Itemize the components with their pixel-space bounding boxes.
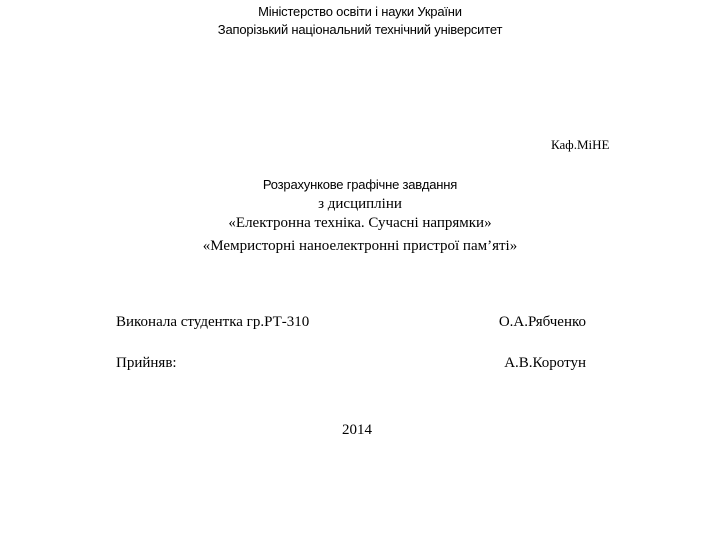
performed-by-row: [116, 314, 586, 334]
department-label: Каф.МіНЕ: [551, 137, 610, 152]
accepted-by-label: Прийняв:: [116, 355, 177, 371]
performed-by-name: О.А.Рябченко: [498, 314, 586, 330]
accepted-by-name: А.В.Коротун: [504, 355, 586, 371]
year-label: 2014: [342, 422, 372, 438]
performed-by-label: Виконала студентка гр.РТ-310: [116, 314, 310, 330]
discipline-prefix: з дисципліни: [318, 196, 402, 212]
assignment-type: Розрахункове графічне завдання: [262, 177, 458, 192]
ministry-heading: Міністерство освіти і науки України: [258, 4, 462, 19]
topic-title: «Мемристорні наноелектронні пристрої пам’яті»: [202, 238, 518, 254]
course-title: «Електронна техніка. Сучасні напрямки»: [228, 215, 492, 231]
accepted-by-row: [116, 355, 586, 375]
university-heading: Запорізький національний технічний університет: [217, 22, 503, 37]
